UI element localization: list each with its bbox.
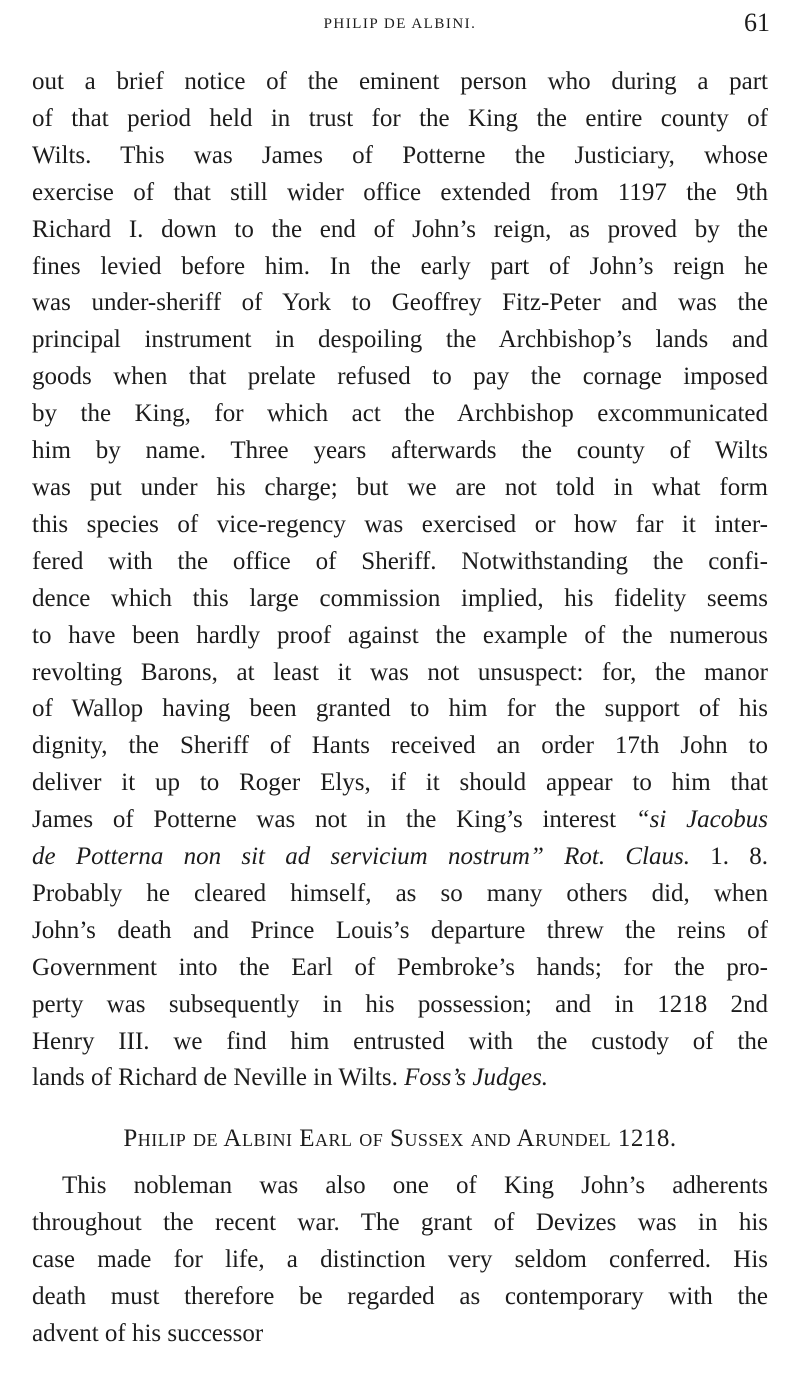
section-heading-year: 1218.	[611, 1125, 677, 1152]
text-line: case made for life, a distinction very seldom conferred. His	[32, 1245, 768, 1273]
text-line	[32, 1060, 768, 1097]
running-head: PHILIP DE ALBINI.	[323, 16, 477, 32]
text-line: perty was subsequently in his possession; and in 1218 2nd	[32, 990, 768, 1018]
text-line: dence which this large commission implied, his fidelity seems	[32, 584, 768, 612]
text-line	[32, 839, 768, 876]
text-run	[544, 843, 564, 870]
text-line: Government into the Earl of Pembroke’s hands; for the pro-	[32, 953, 768, 981]
citation: Foss’s Judges.	[404, 1064, 549, 1092]
text-line: was under-sheriff of York to Geoffrey Fitz-Peter and was the	[32, 289, 768, 317]
text-line: John’s death and Prince Louis’s departure threw the reins of	[32, 916, 768, 944]
paragraph-1	[32, 64, 768, 1097]
text-line: Wilts. This was James of Potterne the Justiciary, whose	[32, 141, 768, 169]
text-line: dignity, the Sheriff of Hants received an order 17th John to	[32, 732, 768, 760]
text-line: to have been hardly proof against the example of the numerous	[32, 621, 768, 649]
paragraph-2	[32, 1168, 768, 1353]
text-line: throughout the recent war. The grant of Devizes was in his	[32, 1208, 768, 1236]
text-line: Probably he cleared himself, as so many others did, when	[32, 879, 768, 907]
section-heading-title: Philip de Albini Earl of Sussex and Arundel	[123, 1125, 612, 1152]
text-line: principal instrument in despoiling the Archbishop’s lands and	[32, 326, 768, 354]
text-line: fines levied before him. In the early part of John’s reign he	[32, 252, 768, 280]
text-line: Henry III. we find him entrusted with the custody of the	[32, 1027, 768, 1055]
text-line: exercise of that still wider office extended from 1197 the 9th	[32, 178, 768, 206]
text-line: by the King, for which act the Archbishop excommunicated	[32, 400, 768, 428]
section-heading	[32, 1125, 768, 1153]
latin-quote: de Potterna non sit ad servicium nostrum”	[32, 843, 544, 871]
citation: Rot. Claus.	[564, 843, 690, 871]
text-line: revolting Barons, at least it was not unsuspect: for, the manor	[32, 658, 768, 686]
text-line: out a brief notice of the eminent person who during a part	[32, 68, 768, 95]
text-run: 1. 8.	[689, 843, 768, 871]
text-line: goods when that prelate refused to pay the cornage imposed	[32, 363, 768, 391]
text-run: lands of Richard de Neville in Wilts.	[32, 1064, 405, 1092]
text-run: James of Potterne was not in the King’s interest	[32, 806, 636, 834]
page-number: 61	[744, 8, 770, 37]
text-line: of Wallop having been granted to him for the support of his	[32, 695, 768, 723]
text-line: Richard I. down to the end of John’s reign, as proved by the	[32, 215, 768, 243]
text-line: him by name. Three years afterwards the county of Wilts	[32, 437, 768, 465]
text-line: deliver it up to Roger Elys, if it should appear to him that	[32, 769, 768, 797]
text-line: of that period held in trust for the King the entire county of	[32, 104, 768, 132]
text-line: This nobleman was also one of King John’s adherents	[62, 1172, 768, 1199]
text-line: fered with the office of Sheriff. Notwithstanding the confi-	[32, 547, 768, 575]
latin-quote: “si Jacobus	[635, 806, 768, 834]
text-line: death must therefore be regarded as contemporary with the	[32, 1282, 768, 1310]
text-line: was put under his charge; but we are not told in what form	[32, 473, 768, 501]
text-line	[32, 802, 768, 839]
main-text	[32, 64, 768, 1097]
text-line: advent of his successor	[32, 1319, 264, 1347]
page-header	[30, 8, 770, 42]
text-line: this species of vice-regency was exercised or how far it inter-	[32, 510, 768, 538]
